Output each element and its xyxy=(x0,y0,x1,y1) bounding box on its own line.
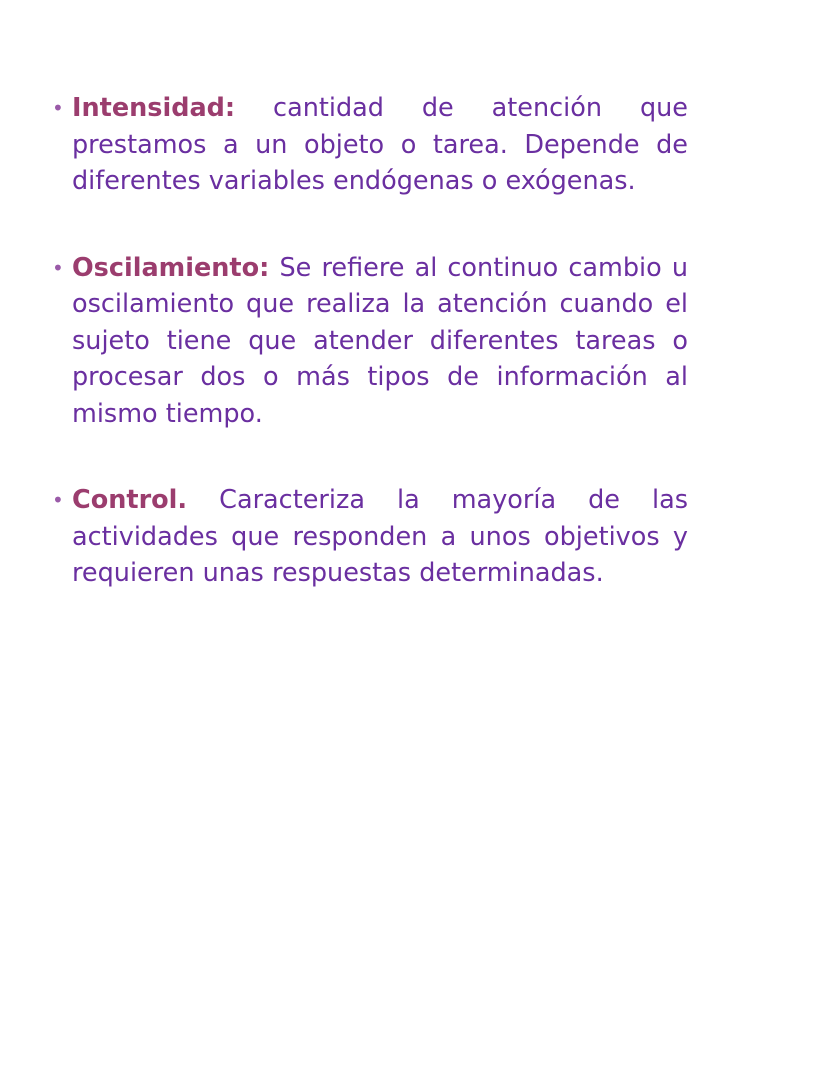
definition: Se refiere al continuo cambio u oscilamiento que realiza la atención cuando el sujeto tiene que atender diferentes tareas o procesar dos o más tipos de información al mismo tiempo. xyxy=(72,252,688,429)
list-item-intensidad xyxy=(52,90,688,200)
definition: Caracteriza la mayoría de las actividades que responden a unos objetivos y requieren unas respuestas determinadas. xyxy=(72,485,688,588)
term: Oscilamiento: xyxy=(72,252,270,283)
list-item-oscilamiento xyxy=(52,250,688,433)
bullet-icon: • xyxy=(52,488,64,512)
bullet-icon: • xyxy=(52,255,64,280)
attention-characteristics-list xyxy=(52,90,688,642)
term: Control. xyxy=(72,485,188,515)
term: Intensidad: xyxy=(72,93,236,123)
list-item-control xyxy=(52,482,688,592)
definition: cantidad de atención que prestamos a un objeto o tarea. Depende de diferentes variables endógenas o exógenas. xyxy=(72,93,688,196)
bullet-icon: • xyxy=(52,96,64,120)
